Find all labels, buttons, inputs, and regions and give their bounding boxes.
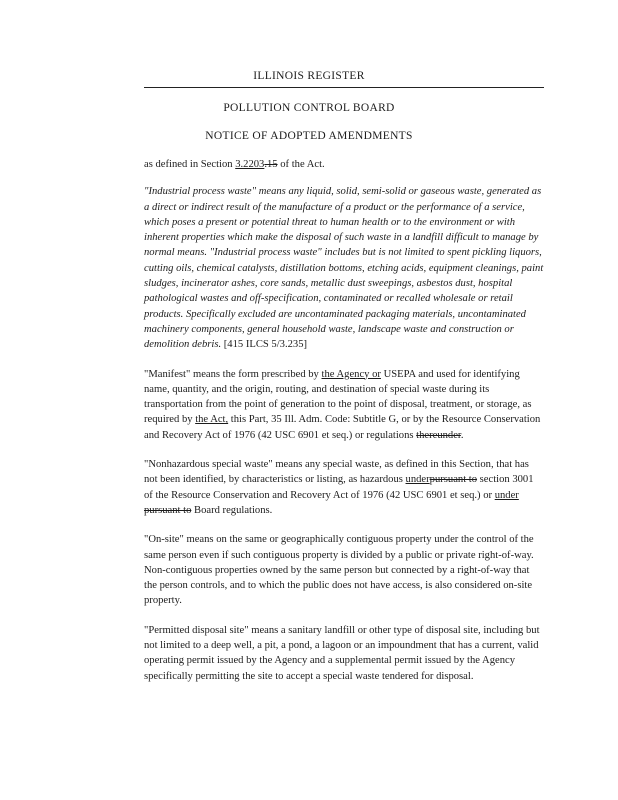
inserted-text: under bbox=[494, 489, 519, 501]
para-defined-section bbox=[144, 157, 544, 172]
text-segment: USEPA and used for identifying name, quantity, and the origin, routing, and destination of special waste during its transportation from the point of generation to the point of disposal, treatment, or storage, as required by bbox=[144, 368, 532, 426]
deleted-text: pursuant to bbox=[144, 504, 192, 516]
para-industrial-process-waste bbox=[144, 184, 544, 352]
deleted-text: pursuant to bbox=[429, 474, 478, 486]
document-body bbox=[144, 157, 544, 698]
inserted-text: the Act, bbox=[195, 414, 229, 426]
inserted-text: 3.2203 bbox=[235, 159, 265, 170]
header-rule bbox=[144, 87, 544, 88]
text-segment: section 3001 of the Resource Conservation and Recovery Act of 1976 (42 USC 6901 et seq.) or bbox=[144, 474, 534, 501]
text-segment: "Manifest" means the form prescribed by bbox=[144, 368, 322, 380]
inserted-text: the Agency or bbox=[321, 368, 381, 380]
register-title: ILLINOIS REGISTER bbox=[253, 70, 365, 82]
statutory-text: "Industrial process waste" means any liquid, solid, semi-solid or gaseous waste, generated as a direct or indirect result of the manufacture of a product or the performance of a service, which poses a present or potential threat to human health or to the environment or with inherent properties which make the disposal of such waste in a landfill difficult to manage by normal means. "Industrial process waste" includes but is not limited to spent pickling liquors, cutting oils, chemical catalysts, distillation bottoms, etching acids, equipment cleanings, paint sludges, incinerator ashes, core sands, metallic dust sweepings, asbestos dust, hospital pathological wastes and off-specification, contaminated or recalled wholesale or retail products. Specifically excluded are uncontaminated packaging materials, uncontaminated machinery components, general household waste, landscape waste and construction or demolition debris. bbox=[144, 186, 544, 351]
deleted-text: thereunder bbox=[416, 429, 461, 441]
text-segment: [415 ILCS 5/3.235] bbox=[221, 339, 308, 351]
deleted-text: .15 bbox=[264, 159, 278, 170]
text-segment: of the Act. bbox=[277, 159, 325, 170]
para-on-site bbox=[144, 532, 544, 608]
text-segment: "Permitted disposal site" means a sanitary landfill or other type of disposal site, including but not limited to a deep well, a pit, a pond, a lagoon or an impoundment that has a current, valid operating permit issued by the Agency and a supplemental permit issued by the Agency specifically permitting the site to accept a special waste tendered for disposal. bbox=[144, 624, 540, 682]
para-nonhazardous-special-waste bbox=[144, 457, 544, 518]
board-title: POLLUTION CONTROL BOARD bbox=[223, 102, 395, 114]
para-permitted-disposal-site bbox=[144, 623, 544, 684]
inserted-text: under bbox=[405, 474, 430, 486]
text-segment: "On-site" means on the same or geographically contiguous property under the control of the same person even if such contiguous property is divided by a public or private right-of-way. Non-contiguous properties owned by the same person but connected by a right-of-way that the person controls, and to which the public does not have access, is also considered on-site property. bbox=[144, 534, 534, 607]
text-segment: as defined in Section bbox=[144, 159, 236, 170]
text-segment: this Part, 35 Ill. Adm. Code: Subtitle G, or by the Resource Conservation and Recovery Act of 1976 (42 USC 6901 et seq.) or regulations bbox=[144, 414, 541, 441]
text-segment: Board regulations. bbox=[191, 504, 273, 516]
para-manifest bbox=[144, 367, 544, 443]
text-segment: . bbox=[460, 429, 464, 441]
notice-title: NOTICE OF ADOPTED AMENDMENTS bbox=[205, 130, 413, 142]
text-segment: "Nonhazardous special waste" means any special waste, as defined in this Section, that has not been identified, by characteristics or listing, as hazardous bbox=[144, 459, 529, 486]
